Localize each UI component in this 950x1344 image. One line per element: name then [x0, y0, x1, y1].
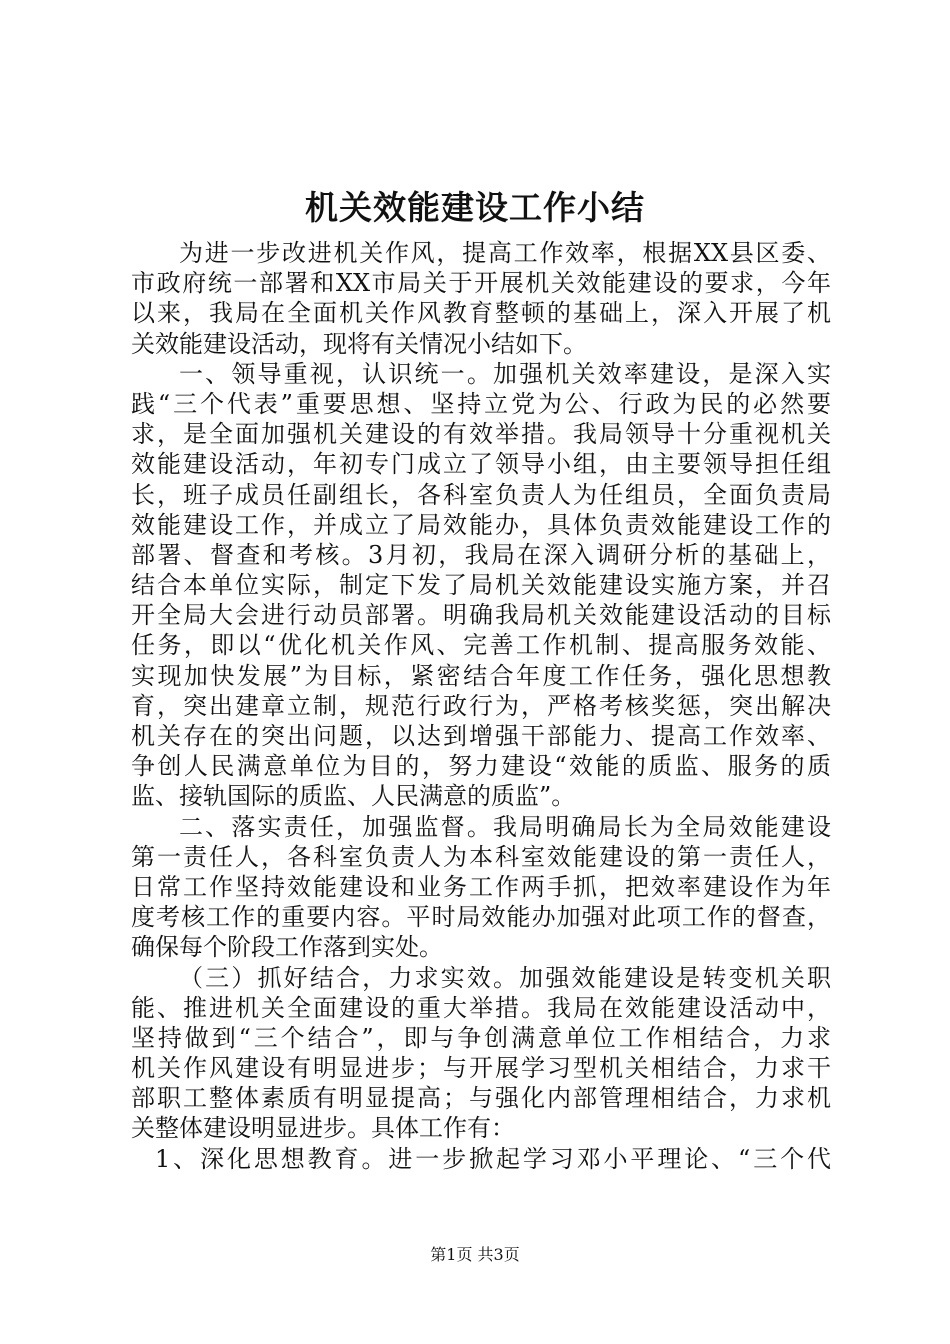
- text-line: 以来，我局在全面机关作风教育整顿的基础上，深入开展了机: [131, 299, 831, 328]
- text-line: 机关存在的突出问题，以达到增强干部能力、提高工作效率、: [131, 722, 831, 750]
- text-line: 践“三个代表”重要思想、坚持立党为公、行政为民的必然要: [131, 389, 831, 418]
- text-line: 部职工整体素质有明显提高；与强化内部管理相结合，力求机: [131, 1084, 831, 1113]
- text-line: 求，是全面加强机关建设的有效举措。我局领导十分重视机关: [131, 420, 831, 449]
- text-line: 第一责任人，各科室负责人为本科室效能建设的第一责任人，: [131, 842, 831, 871]
- text-line: 能、推进机关全面建设的重大举措。我局在效能建设活动中，: [131, 993, 831, 1022]
- text-line: 争创人民满意单位为目的，努力建设“效能的质监、服务的质: [131, 752, 831, 781]
- text-line: 育，突出建章立制，规范行政行为，严格考核奖惩，突出解决: [131, 691, 831, 720]
- text-line: 一、领导重视，认识统一。加强机关效率建设，是深入实: [179, 359, 831, 388]
- text-line: 日常工作坚持效能建设和业务工作两手抓，把效率建设作为年: [131, 872, 831, 901]
- text-line: 1、深化思想教育。进一步掀起学习邓小平理论、“三个代: [155, 1144, 831, 1173]
- text-line: 效能建设活动，年初专门成立了领导小组，由主要领导担任组: [131, 450, 831, 479]
- text-line: 实现加快发展”为目标，紧密结合年度工作任务，强化思想教: [131, 661, 831, 690]
- text-line: 坚持做到“三个结合”，即与争创满意单位工作相结合，力求: [131, 1023, 831, 1052]
- text-line: 二、落实责任，加强监督。我局明确局长为全局效能建设: [179, 812, 831, 841]
- text-line: 监、接轨国际的质监、人民满意的质监”。: [131, 782, 576, 811]
- text-line: 市政府统一部署和XX市局关于开展机关效能建设的要求，今年: [131, 269, 831, 298]
- text-line: 结合本单位实际，制定下发了局机关效能建设实施方案，并召: [131, 571, 831, 600]
- document-body: [131, 238, 831, 1174]
- text-line: 度考核工作的重要内容。平时局效能办加强对此项工作的督查，: [131, 903, 831, 932]
- text-line: 确保每个阶段工作落到实处。: [131, 933, 443, 962]
- text-line: 部署、督查和考核。3月初，我局在深入调研分析的基础上，: [131, 540, 831, 569]
- page-footer: 第1页 共3页: [430, 1245, 520, 1264]
- text-line: 效能建设工作，并成立了局效能办，具体负责效能建设工作的: [131, 510, 831, 539]
- text-line: 任务，即以“优化机关作风、完善工作机制、提高服务效能、: [131, 631, 831, 660]
- text-line: 为进一步改进机关作风，提高工作效率，根据XX县区委、: [179, 239, 831, 267]
- text-line: （三）抓好结合，力求实效。加强效能建设是转变机关职: [179, 963, 831, 992]
- text-line: 关整体建设明显进步。具体工作有：: [131, 1114, 515, 1143]
- document-title: 机关效能建设工作小结: [305, 188, 645, 227]
- text-line: 长，班子成员任副组长，各科室负责人为任组员，全面负责局: [131, 480, 831, 509]
- text-line: 关效能建设活动，现将有关情况小结如下。: [131, 329, 587, 358]
- text-line: 开全局大会进行动员部署。明确我局机关效能建设活动的目标: [131, 601, 831, 630]
- text-line: 机关作风建设有明显进步；与开展学习型机关相结合，力求干: [131, 1054, 831, 1083]
